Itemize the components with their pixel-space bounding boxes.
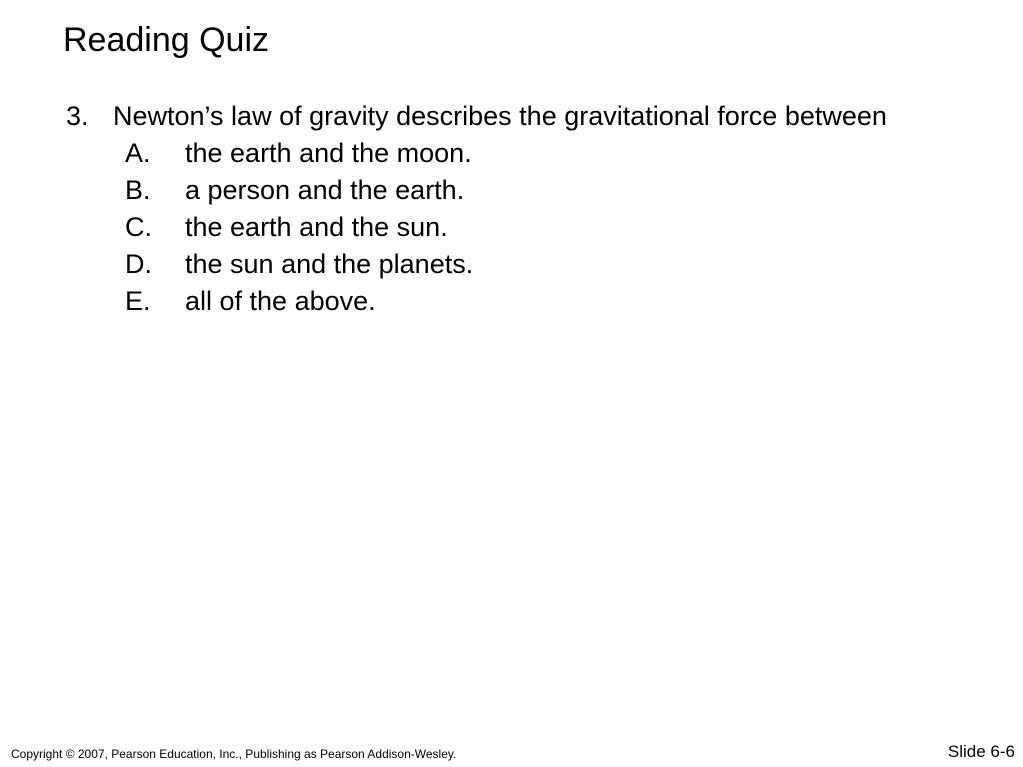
choice-letter: E. (125, 286, 151, 316)
choice-letter: A. (125, 138, 151, 168)
choice-e (66, 283, 926, 320)
choice-text: all of the above. (185, 286, 376, 316)
choice-text: the earth and the moon. (185, 138, 472, 168)
choice-text: the earth and the sun. (185, 212, 448, 242)
choice-letter: D. (125, 249, 152, 279)
choice-a (66, 135, 926, 172)
choice-text: a person and the earth. (185, 175, 465, 205)
choice-c (66, 209, 926, 246)
choice-text: the sun and the planets. (185, 249, 474, 279)
slide-number: Slide 6-6 (947, 742, 1015, 761)
answer-choices (66, 135, 926, 320)
question-number: 3. (66, 101, 89, 131)
choice-d (66, 246, 926, 283)
choice-b (66, 172, 926, 209)
choice-letter: B. (125, 175, 151, 205)
question-text: Newton’s law of gravity describes the gravitational force between (113, 101, 887, 131)
choice-letter: C. (125, 212, 152, 242)
quiz-question (66, 98, 926, 320)
copyright-notice: Copyright © 2007, Pearson Education, Inc., Publishing as Pearson Addison-Wesley. (11, 747, 457, 761)
slide-title: Reading Quiz (63, 21, 270, 59)
question-row (66, 98, 926, 135)
